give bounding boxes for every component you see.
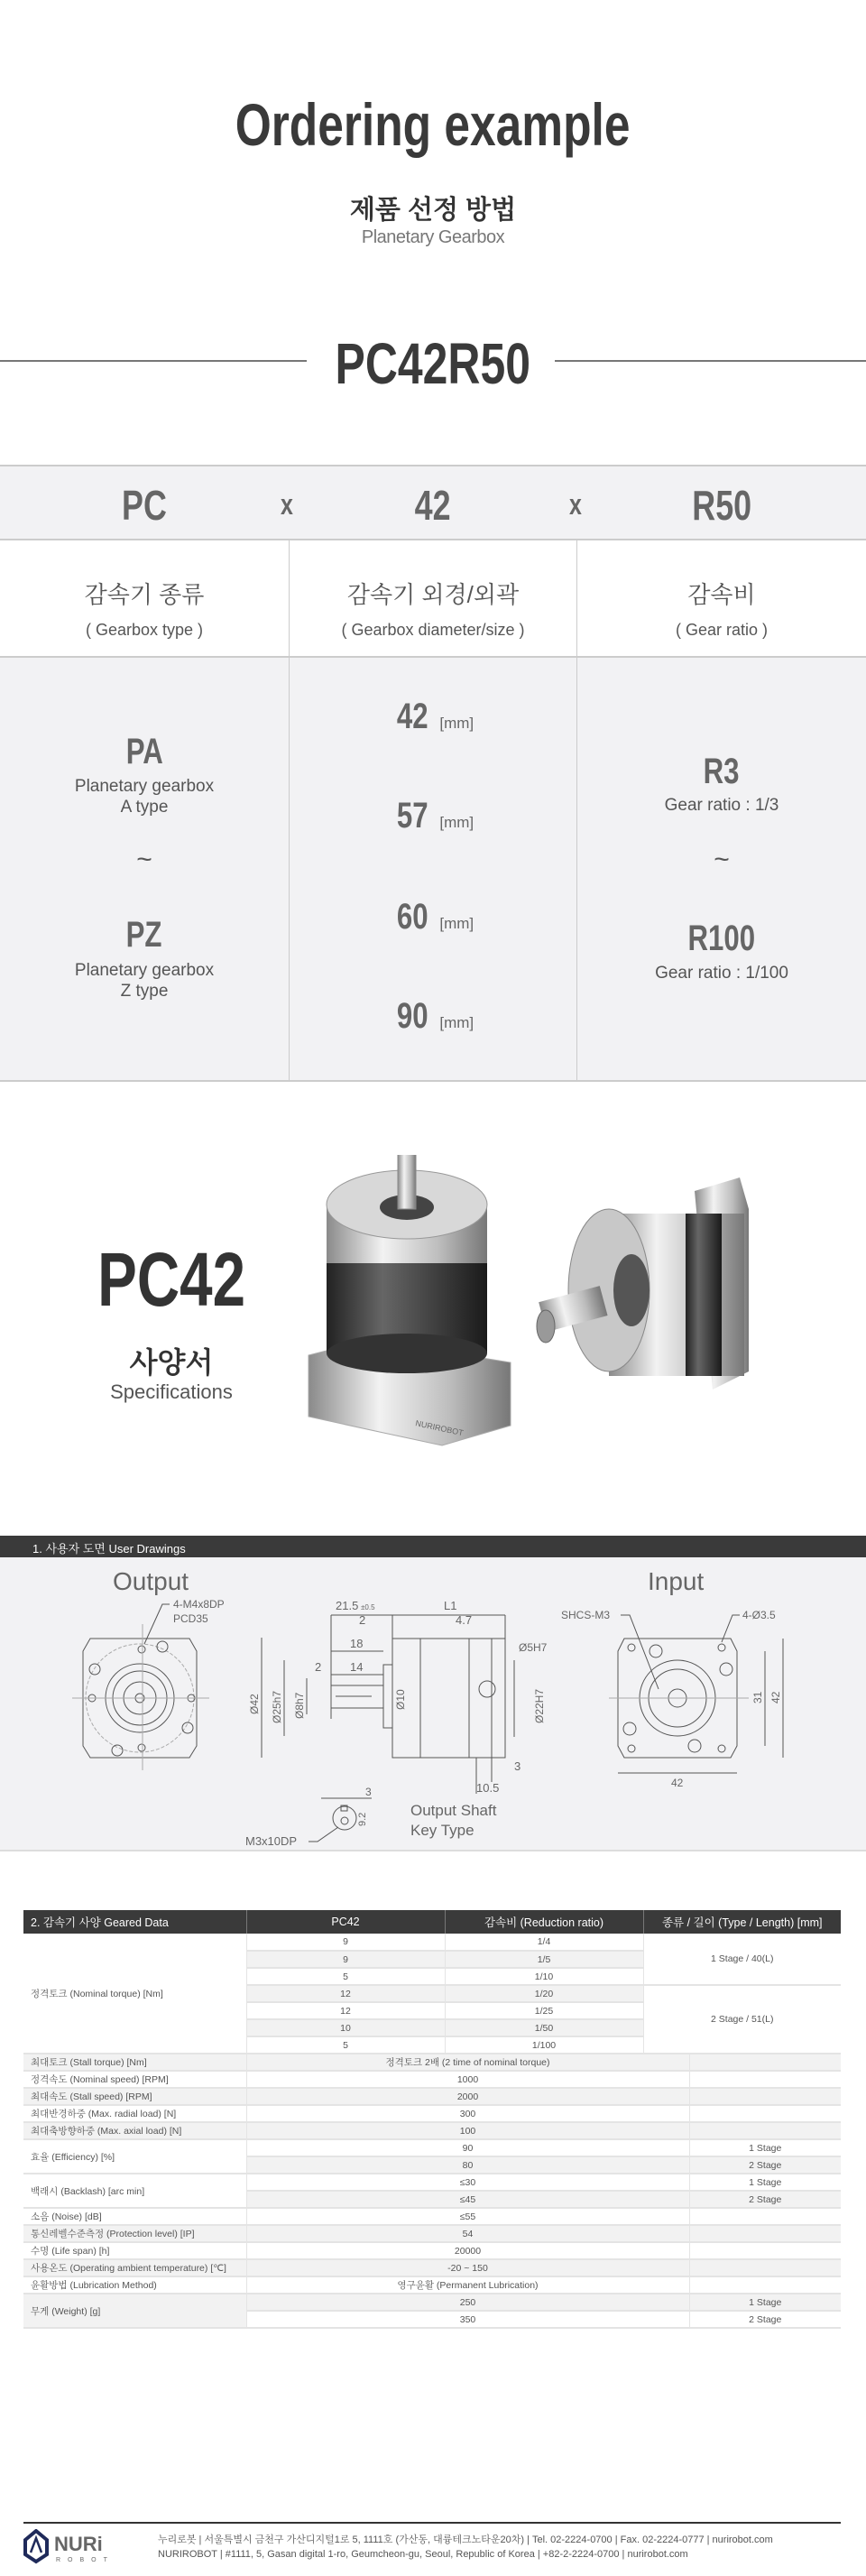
divider [576, 540, 577, 658]
header-size [289, 540, 577, 658]
table-cell: 1/25 [445, 2002, 643, 2019]
svg-text:4-Ø3.5: 4-Ø3.5 [742, 1609, 776, 1621]
footer-divider [23, 2522, 841, 2524]
svg-text:21.5: 21.5 [336, 1599, 359, 1612]
table-row [23, 2208, 841, 2225]
svg-text:14: 14 [350, 1660, 364, 1674]
subtitle-english: Planetary Gearbox [361, 227, 505, 247]
row-label: 사용온도 (Operating ambient temperature) [℃] [23, 2259, 246, 2276]
table-row [23, 2294, 841, 2311]
gearbox-image [309, 1155, 511, 1445]
table-cell: 54 [246, 2225, 689, 2242]
table-cell [689, 2071, 841, 2088]
table-cell: ≤55 [246, 2208, 689, 2225]
row-label: 최대토크 (Stall torque) [Nm] [23, 2054, 246, 2071]
table-cell: 2 Stage [689, 2311, 841, 2328]
header-ko: 감속비 [687, 581, 756, 608]
product-images [298, 1155, 839, 1462]
input-face-view [561, 1609, 783, 1789]
table-header [23, 1910, 841, 1934]
svg-text:4-M4x8DP: 4-M4x8DP [173, 1598, 225, 1611]
table-row [23, 2054, 841, 2071]
svg-text:Ø8h7: Ø8h7 [293, 1692, 306, 1719]
table-cell: 1/100 [445, 2036, 643, 2054]
size-option: 90 [mm] [396, 996, 474, 1036]
column-headers [0, 540, 866, 658]
divider [289, 540, 290, 658]
table-cell: 1/20 [445, 1985, 643, 2002]
table-cell [689, 2242, 841, 2259]
row-label: 수명 (Life span) [h] [23, 2242, 246, 2259]
input-label: Input [648, 1567, 705, 1595]
svg-text:10.5: 10.5 [476, 1781, 500, 1795]
spec-section-title: 2. 감속기 사양 Geared Data [23, 1910, 246, 1934]
ratio-desc: Gear ratio : 1/100 [655, 964, 788, 983]
table-row [23, 2088, 841, 2105]
table-cell: 정격토크 2배 (2 time of nominal torque) [246, 2054, 689, 2071]
subtitle-korean: 제품 선정 방법 [349, 196, 517, 225]
table-row [23, 2242, 841, 2259]
table-cell: 90 [246, 2139, 689, 2156]
row-label: 백래시 (Backlash) [arc min] [23, 2174, 246, 2208]
table-row [23, 2174, 841, 2191]
table-cell: 2 Stage / 51(L) [643, 1985, 841, 2054]
row-label: 무게 (Weight) [g] [23, 2294, 246, 2328]
header-type [0, 540, 289, 658]
table-cell: 100 [246, 2122, 689, 2139]
type-desc: Planetary gearbox Z type [74, 961, 215, 1001]
header-ko: 감속기 외경/외곽 [346, 581, 520, 608]
svg-text:NURi: NURi [54, 2533, 103, 2555]
svg-text:Key Type: Key Type [410, 1822, 474, 1839]
table-row [23, 2071, 841, 2088]
column-header: PC42 [246, 1910, 445, 1934]
m3-tap-label: M3x10DP [245, 1834, 298, 1848]
table-row [23, 1934, 841, 1951]
divider [0, 360, 307, 362]
model-code: PC42R50 [335, 331, 531, 396]
divider [555, 360, 866, 362]
row-label: 정격속도 (Nominal speed) [RPM] [23, 2071, 246, 2088]
table-cell: 300 [246, 2105, 689, 2122]
svg-text:L1: L1 [444, 1599, 457, 1612]
type-code: PZ [126, 915, 162, 955]
svg-text:4.7: 4.7 [456, 1613, 473, 1627]
table-cell: 5 [246, 1968, 445, 1985]
code-type: PC [122, 482, 167, 529]
table-cell: 영구윤활 (Permanent Lubrication) [246, 2276, 689, 2294]
table-cell [689, 2105, 841, 2122]
table-cell: 10 [246, 2019, 445, 2036]
table-cell: 1 Stage [689, 2294, 841, 2311]
table-cell: -20 ~ 150 [246, 2259, 689, 2276]
table-row [23, 2122, 841, 2139]
table-cell: 2000 [246, 2088, 689, 2105]
svg-text:31: 31 [751, 1691, 764, 1703]
column-header: 감속비 (Reduction ratio) [445, 1910, 643, 1934]
table-cell: ≤45 [246, 2191, 689, 2208]
svg-text:Ø25h7: Ø25h7 [271, 1690, 283, 1723]
code-ratio: R50 [692, 482, 751, 529]
ratio-code: R3 [704, 752, 740, 791]
row-label: 통신레벨수준측정 (Protection level) [IP] [23, 2225, 246, 2242]
output-shaft-key-view [245, 1786, 497, 1848]
table-cell [689, 2054, 841, 2071]
row-label: 정격토크 (Nominal torque) [Nm] [23, 1934, 246, 2054]
svg-text:2: 2 [315, 1660, 322, 1674]
svg-text:SHCS-M3: SHCS-M3 [561, 1609, 611, 1621]
table-cell: 12 [246, 1985, 445, 2002]
table-cell: 2 Stage [689, 2191, 841, 2208]
product-name: PC42 [97, 1237, 245, 1322]
row-label: 윤활방법 (Lubrication Method) [23, 2276, 246, 2294]
table-cell: 250 [246, 2294, 689, 2311]
user-drawings [0, 1557, 866, 1851]
header-ratio [577, 540, 866, 658]
separator: x [281, 488, 293, 521]
size-option: 42 [mm] [396, 697, 474, 736]
row-label: 최대축방향하중 (Max. axial load) [N] [23, 2122, 246, 2139]
table-cell: 1 Stage / 40(L) [643, 1934, 841, 1985]
table-cell: 5 [246, 2036, 445, 2054]
svg-text:±0.5: ±0.5 [361, 1603, 375, 1611]
nuri-logo [23, 2529, 127, 2565]
output-label: Output [113, 1567, 189, 1595]
row-label: 소음 (Noise) [dB] [23, 2208, 246, 2225]
table-row [23, 2225, 841, 2242]
table-cell: 9 [246, 1934, 445, 1951]
svg-text:18: 18 [350, 1637, 364, 1650]
technical-drawing [0, 1557, 866, 1851]
footer-address-en: NURIROBOT | #1111, 5, Gasan digital 1-ro, Geumcheon-gu, Seoul, Republic of Korea | +82-2-2224-0700 | nurirobot.com [158, 2549, 688, 2560]
svg-text:Ø5H7: Ø5H7 [519, 1641, 548, 1654]
table-cell [689, 2122, 841, 2139]
table-cell: 1/50 [445, 2019, 643, 2036]
table-cell: 350 [246, 2311, 689, 2328]
separator: x [569, 488, 582, 521]
table-cell: 1000 [246, 2071, 689, 2088]
table-cell [689, 2088, 841, 2105]
table-cell: 2 Stage [689, 2156, 841, 2174]
table-cell [689, 2208, 841, 2225]
svg-text:9.2: 9.2 [357, 1812, 368, 1826]
size-option: 60 [mm] [396, 897, 474, 937]
side-view [248, 1599, 548, 1795]
header-ko: 감속기 종류 [84, 581, 205, 608]
header-en: ( Gear ratio ) [675, 621, 769, 639]
type-desc: Planetary gearbox A type [74, 777, 215, 817]
svg-text:Ø42: Ø42 [248, 1694, 261, 1714]
table-cell: 1 Stage [689, 2139, 841, 2156]
ratio-code: R100 [687, 919, 756, 958]
table-row [23, 2105, 841, 2122]
ratio-desc: Gear ratio : 1/3 [664, 796, 779, 815]
svg-text:42: 42 [671, 1777, 684, 1789]
output-face-view [72, 1598, 225, 1770]
options-grid [0, 658, 866, 1082]
type-code: PA [125, 732, 163, 771]
page-title: Ordering example [235, 91, 631, 158]
header-en: ( Gearbox diameter/size ) [341, 621, 525, 639]
table-cell: 80 [246, 2156, 689, 2174]
table-cell: 1/5 [445, 1951, 643, 1968]
table-cell [689, 2225, 841, 2242]
table-cell: 1/4 [445, 1934, 643, 1951]
tilde: ~ [714, 845, 730, 874]
svg-text:3: 3 [365, 1786, 372, 1798]
table-row [23, 2276, 841, 2294]
svg-text:ROBOT: ROBOT [56, 2557, 115, 2563]
svg-text:PCD35: PCD35 [173, 1612, 208, 1625]
svg-text:42: 42 [769, 1691, 782, 1703]
table-row [23, 2259, 841, 2276]
svg-text:Ø22H7: Ø22H7 [533, 1688, 546, 1723]
row-label: 최대반경하중 (Max. radial load) [N] [23, 2105, 246, 2122]
table-cell [689, 2276, 841, 2294]
table-cell: 1 Stage [689, 2174, 841, 2191]
table-cell: 12 [246, 2002, 445, 2019]
table-cell: 1/10 [445, 1968, 643, 1985]
svg-text:2: 2 [359, 1613, 366, 1627]
header-en: ( Gearbox type ) [85, 621, 204, 639]
column-header: 종류 / 길이 (Type / Length) [mm] [643, 1910, 841, 1934]
svg-text:3: 3 [514, 1759, 521, 1773]
spec-title-ko: 사양서 [129, 1346, 214, 1379]
table-cell: 20000 [246, 2242, 689, 2259]
size-option: 57 [mm] [396, 796, 474, 836]
spec-table [23, 1910, 841, 2329]
row-label: 효율 (Efficiency) [%] [23, 2139, 246, 2174]
code-size: 42 [415, 482, 451, 529]
tilde: ~ [136, 845, 152, 874]
svg-text:NURIROBOT: NURIROBOT [414, 1418, 465, 1438]
spec-title-en: Specifications [110, 1380, 233, 1403]
table-cell: ≤30 [246, 2174, 689, 2191]
section-header-drawings: 1. 사용자 도면 User Drawings [0, 1536, 866, 1557]
row-label: 최대속도 (Stall speed) [RPM] [23, 2088, 246, 2105]
code-breakdown [0, 465, 866, 540]
svg-text:Output Shaft: Output Shaft [410, 1802, 497, 1819]
gearbox-cutaway-image [537, 1177, 749, 1390]
table-row [23, 2139, 841, 2156]
table-cell [689, 2259, 841, 2276]
footer-address-ko: 누리로봇 | 서울특별시 금천구 가산디지털1로 5, 1111호 (가산동, 대륭테크노타운20차) | Tel. 02-2224-0700 | Fax. 02-2224-0777 | nurirobot.com [158, 2534, 773, 2545]
table-cell: 9 [246, 1951, 445, 1968]
svg-text:Ø10: Ø10 [394, 1689, 407, 1710]
